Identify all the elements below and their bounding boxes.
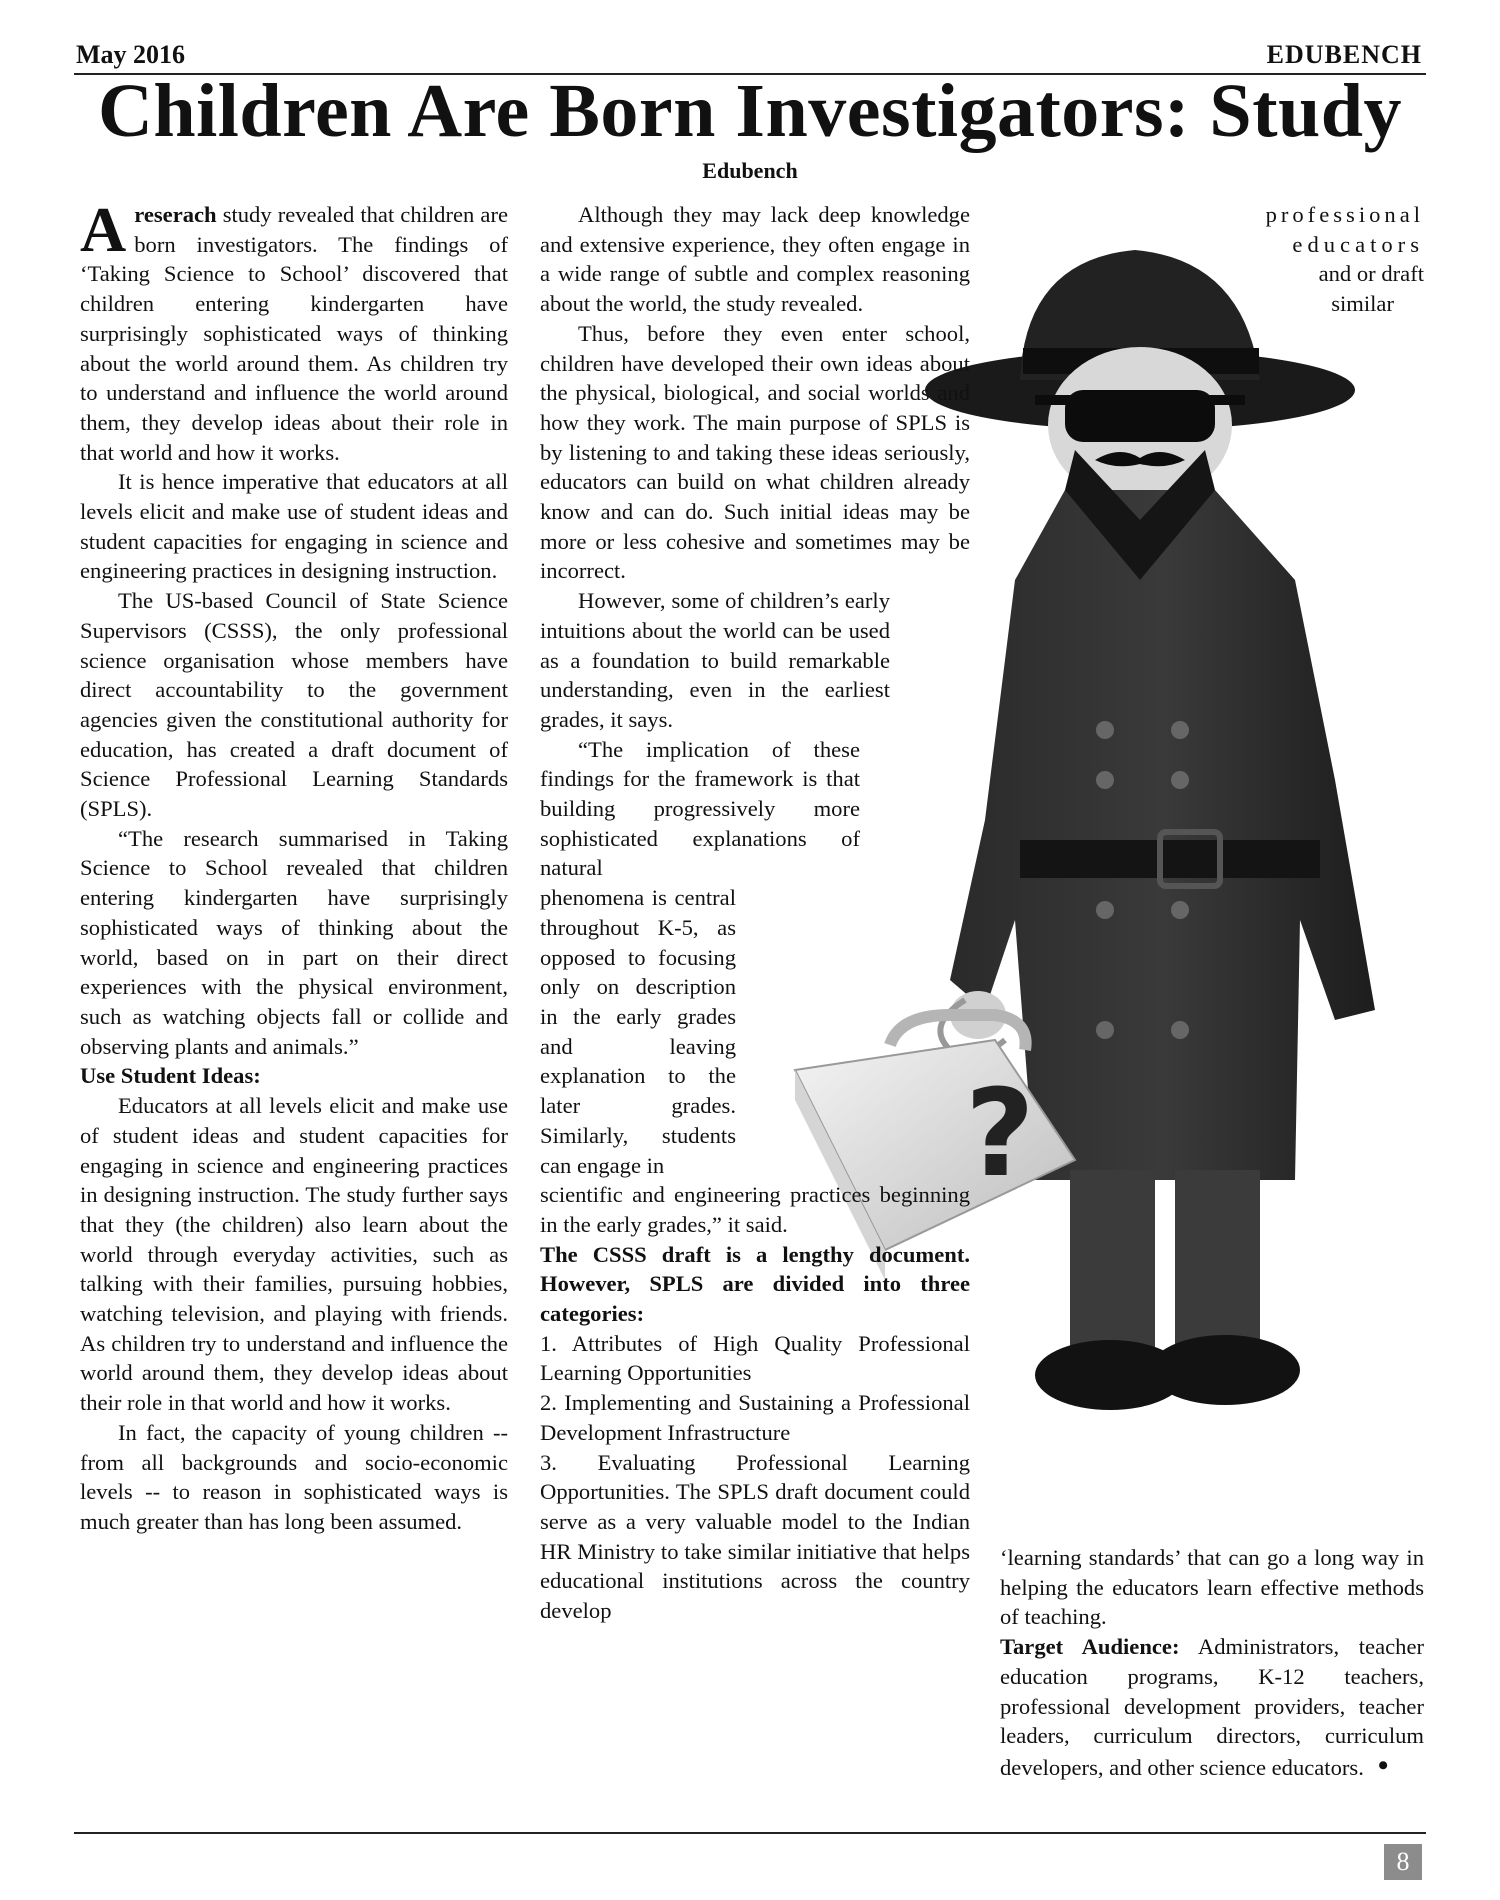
end-mark: • [1377,1748,1389,1782]
drop-cap: A [80,194,127,265]
col3-line-1: professional [1265,202,1424,227]
lead-word: reserach [134,202,217,227]
paragraph-8: Thus, before they even enter school, children have developed their own ideas about the physical, biological, and social worlds and how they work. The main purpose of SPLS is by listening to and taking these ideas seriously, educators can build on what children already know and can do. Such initial ideas may be more or less cohesive and sometimes may be incorrect. [540,320,970,584]
category-item-1: 1. Attributes of High Quality Professional Learning Opportunities [540,1330,970,1386]
paragraph-1: study revealed that children are born investigators. The findings of ‘Taking Science to School’ discovered that children entering kindergarten have surprisingly sophisticated ways of thinking about the world around them. As children try to understand and influence the world around them, they develop ideas about their role in that world and how it works. [80,202,508,465]
briefcase-question-mark: ? [965,1065,1035,1204]
paragraph-7: Although they may lack deep knowledge and extensive experience, they often engage in a wide range of subtle and complex reasoning about the world, the study revealed. [540,202,970,317]
page-number: 8 [1384,1844,1422,1880]
paragraph-9: However, some of children’s early intuitions about the world can be used as a foundation to build remarkable understanding, even in the earliest grades, it says. [540,588,890,732]
paragraph-2: It is hence imperative that educators at all levels elicit and make use of student ideas and student capacities for engaging in science and engineering practices in designing instruction. [80,469,508,584]
paragraph-6: In fact, the capacity of young children -- from all backgrounds and socio-economic levels -- to reason in sophisticated ways is much greater than has long been assumed. [80,1419,508,1534]
article-title: Children Are Born Investigators: Study [97,69,1403,153]
column-3-top [1204,200,1424,319]
paragraph-11: ‘learning standards’ that can go a long way in helping the educators learn effective methods of teaching. [1000,1545,1424,1630]
paragraph-4: “The research summarised in Taking Science to School revealed that children entering kindergarten have surprisingly sophisticated ways of thinking about the world, based on in part on their direct experiences with the physical environment, such as watching objects fall or collide and observing plants and animals.” [80,825,508,1059]
paragraph-5: Educators at all levels elicit and make use of student ideas and student capacities for engaging in science and engineering practices in designing instruction. The study further says that they (the children) also learn about the world through everyday activities, such as talking with their families, pursuing hobbies, watching television, and playing with friends. As children try to understand and influence the world around them, they develop ideas about their role in that world and how it works. [80,1093,508,1416]
col3-line-2: educators [1292,231,1424,257]
footer-rule [74,1832,1426,1834]
target-audience-label: Target Audience: [1000,1634,1180,1660]
column-3-bottom [1000,1543,1424,1783]
shoes [1035,1335,1300,1410]
publication-name: EDUBENCH [1266,40,1422,69]
bold-summary: The CSSS draft is a lengthy document. However, SPLS are divided into three categories: [540,1241,970,1327]
col3-line-3: and or draft [1318,261,1424,287]
column-1 [80,194,508,1537]
subheading-use-student-ideas: Use Student Ideas: [80,1063,261,1089]
paragraph-3: The US-based Council of State Science Supervisors (CSSS), the only professional science organisation whose members have direct accountability to the government agencies given the constitutional authority for education, has created a draft document of Science Professional Learning Standards (SPLS). [80,588,508,822]
target-audience-text: Administrators, teacher education programs, K-12 teachers, professional development providers, teacher leaders, curriculum directors, curriculum developers, and other science educators. [1000,1634,1424,1780]
category-item-2: 2. Implementing and Sustaining a Professional Development Infrastructure [540,1390,970,1445]
article-byline: Edubench [702,158,798,183]
paragraph-10c: scientific and engineering practices beginning in the early grades,” it said. [540,1182,970,1237]
issue-date: May 2016 [76,40,186,69]
paragraph-10a: “The implication of these findings for the framework is that building progressively more sophisticated explanations of natural [540,736,860,881]
col3-line-4: similar [1331,291,1394,317]
category-item-3: 3. Evaluating Professional Learning Opportunities. The SPLS draft document could serve as a very valuable model to the Indian HR Ministry to take similar initiative that helps educational institutions across the country develop [540,1449,970,1624]
jeans [1070,1170,1260,1360]
paragraph-10b: phenomena is central throughout K-5, as opposed to focusing only on description in the early grades and leaving explanation to the later grades. Similarly, students can engage in [540,885,736,1178]
column-2 [540,200,970,1626]
